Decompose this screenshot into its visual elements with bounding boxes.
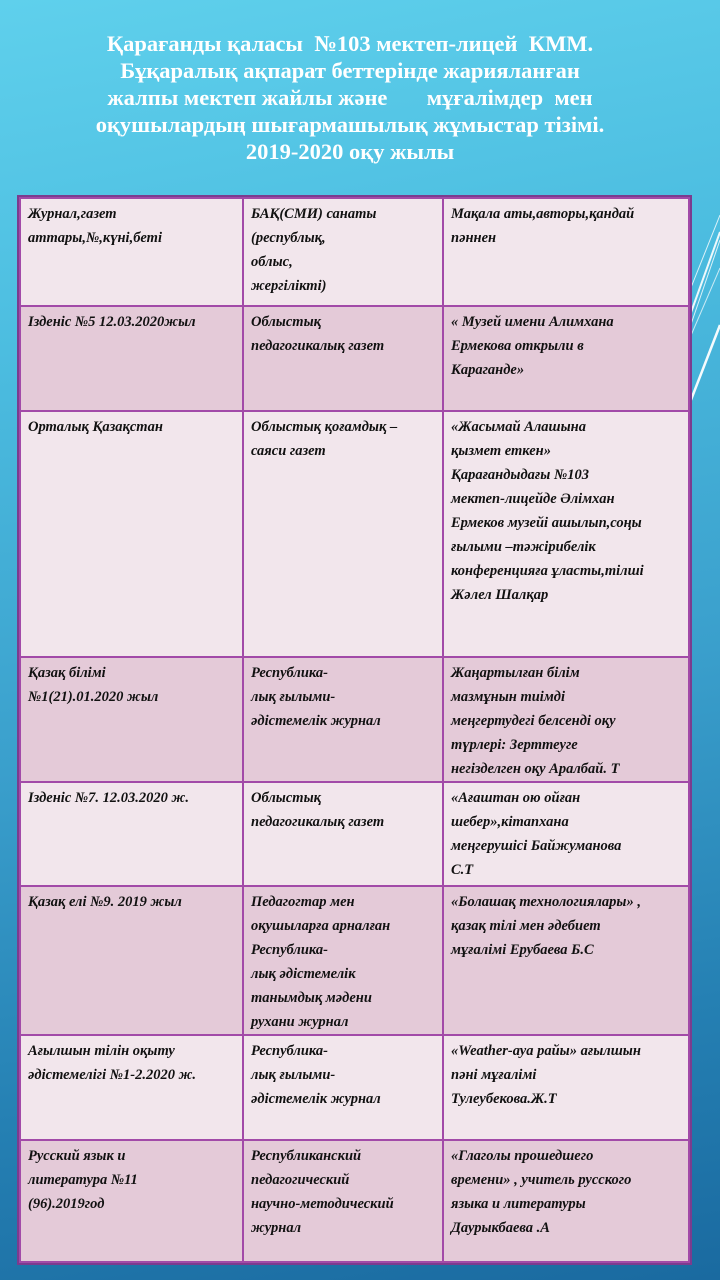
table-row <box>20 886 689 1035</box>
header-cell-publication: Журнал,газет аттары,№,күні,беті <box>20 198 243 306</box>
title-line-4: оқушылардың шығармашылық жұмыстар тізімі. <box>95 112 605 137</box>
cell-article: «Болашақ технологиялары» , қазақ тілі мен әдебиет мұғалімі Ерубаева Б.С <box>443 886 689 1035</box>
cell-media-category: Республиканский педагогический научно-методический журнал <box>243 1140 443 1262</box>
cell-media-category: Облыстық қоғамдық – саяси газет <box>243 411 443 657</box>
table-header-row <box>20 198 689 306</box>
title-line-5: 2019-2020 оқу жылы <box>245 139 455 164</box>
table-row <box>20 1140 689 1262</box>
cell-article: « Музей имени Алимхана Ермекова открыли в Караганде» <box>443 306 689 411</box>
cell-article: «Жасымай Алашына қызмет еткен» Қарағандыдағы №103 мектеп-лицейде Әлімхан Ермеков музейі ашылып,соңы ғылыми –тәжірибелік конференцияға ұласты,тілші Жәлел Шалқар <box>443 411 689 657</box>
table-row <box>20 1035 689 1140</box>
cell-article: «Ағаштан ою ойған шебер»,кітапхана меңгерушісі Байжуманова С.Т <box>443 782 689 886</box>
cell-publication: Орталық Қазақстан <box>20 411 243 657</box>
cell-publication: Ізденіс №5 12.03.2020жыл <box>20 306 243 411</box>
cell-article: «Глаголы прошедшего времени» , учитель русского языка и литературы Даурыкбаева .А <box>443 1140 689 1262</box>
title-line-2: Бұқаралық ақпарат беттерінде жарияланған <box>120 58 580 83</box>
cell-publication: Қазақ білімі №1(21).01.2020 жыл <box>20 657 243 782</box>
cell-publication: Русский язык и литература №11 (96).2019год <box>20 1140 243 1262</box>
cell-media-category: Республика- лық ғылыми- әдістемелік журнал <box>243 1035 443 1140</box>
table-row <box>20 657 689 782</box>
cell-publication: Ізденіс №7. 12.03.2020 ж. <box>20 782 243 886</box>
publications-table <box>19 197 690 1263</box>
cell-media-category: Республика- лық ғылыми- әдістемелік журнал <box>243 657 443 782</box>
page-title <box>0 30 700 165</box>
cell-media-category: Облыстық педагогикалық газет <box>243 306 443 411</box>
header-cell-media-category: БАҚ(СМИ) санаты (республық, облыс, жергілікті) <box>243 198 443 306</box>
table-row <box>20 782 689 886</box>
table-row <box>20 411 689 657</box>
cell-article: Жаңартылған білім мазмұнын тиімді меңгертудегі белсенді оқу түрлері: Зерттеуге негізделген оқу Аралбай. Т <box>443 657 689 782</box>
title-line-3: жалпы мектеп жайлы және мұғалімдер мен <box>107 85 593 110</box>
title-line-1: Қарағанды қаласы №103 мектеп-лицей КММ. <box>106 31 594 56</box>
cell-media-category: Облыстық педагогикалық газет <box>243 782 443 886</box>
table-row <box>20 306 689 411</box>
header-cell-article: Мақала аты,авторы,қандай пәннен <box>443 198 689 306</box>
cell-media-category: Педагогтар мен оқушыларға арналған Республика- лық әдістемелік танымдық мәдени рухани журнал <box>243 886 443 1035</box>
cell-publication: Ағылшын тілін оқыту әдістемелігі №1-2.2020 ж. <box>20 1035 243 1140</box>
cell-article: «Weather-ауа райы» ағылшын пәні мұғалімі Тулеубекова.Ж.Т <box>443 1035 689 1140</box>
cell-publication: Қазақ елі №9. 2019 жыл <box>20 886 243 1035</box>
